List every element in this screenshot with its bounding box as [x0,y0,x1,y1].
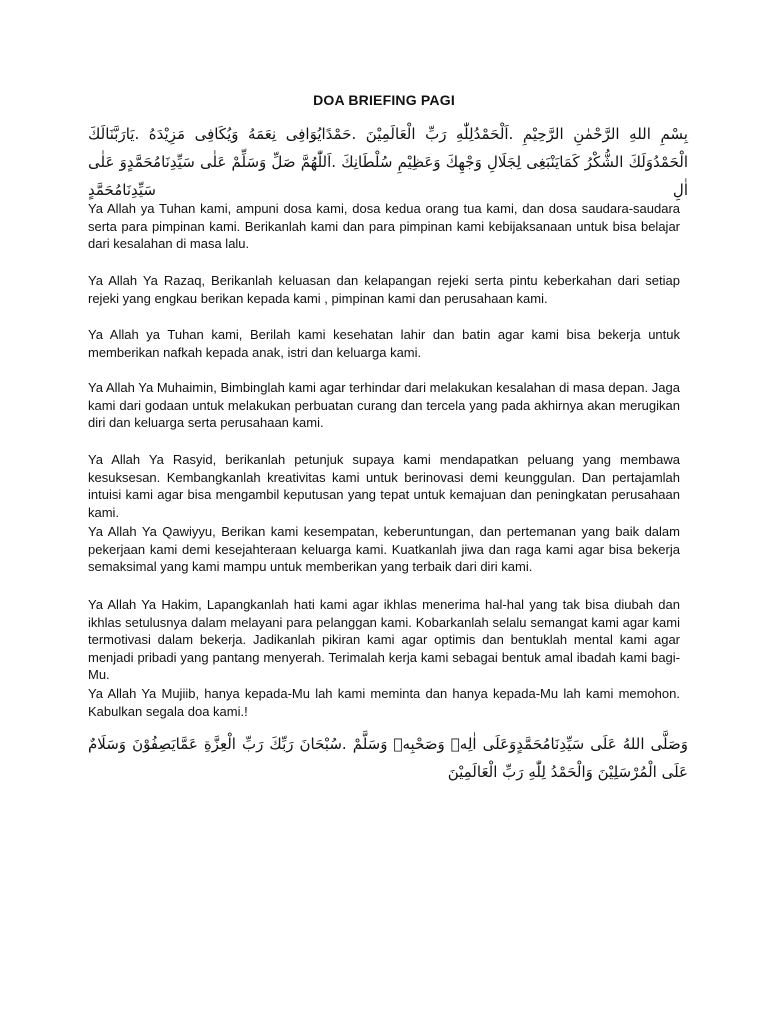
prayer-paragraph-6: Ya Allah Ya Qawiyyu, Berikan kami kesempatan, keberuntungan, dan pertemanan yang baik dalam pekerjaan kami demi kesejahteraan keluarga kami. Kuatkanlah jiwa dan raga kami agar bisa bekerja semaksimal yang kami mampu untuk memberikan yang terbaik dari diri kami. [88,524,680,574]
prayer-paragraph-2: Ya Allah Ya Razaq, Berikanlah keluasan dan kelapangan rejeki serta pintu keberkahan dari setiap rejeki yang engkau berikan kepada kami , pimpinan kami dan perusahaan kami. [88,273,680,306]
prayer-paragraph-5: Ya Allah Ya Rasyid, berikanlah petunjuk supaya kami mendapatkan peluang yang membawa kesuksesan. Kembangkanlah kreativitas kami untuk berinovasi demi keunggulan. Dan pertajamlah intuisi kami agar bisa mengambil keputusan yang tepat untuk kemajuan dan peningkatan perusahaan kami. [88,452,680,520]
prayer-paragraph-7: Ya Allah Ya Hakim, Lapangkanlah hati kami agar ikhlas menerima hal-hal yang tak bisa diubah dan ikhlas setulusnya dalam melayani para pelanggan kami. Kobarkanlah selalu semangat kami agar kami termotivasi dalam bekerja. Jadikanlah pikiran kami agar optimis dan bentuklah mental kami agar menjadi pribadi yang pantang menyerah. Terimalah kerja kami sebagai bentuk amal ibadah kami bagi-Mu. [88,597,680,682]
arabic-opening-prayer: بِسْمِ اللهِ الرَّحْمٰنِ الرَّحِيْمِ .اَلْحَمْدُلِلّٰهِ رَبِّ الْعَالَمِيْنَ .حَمْدًايُوَافِى نِعَمَهُ وَيُكَافِى مَزِيْدَهُ .يَارَبَّنَالَكَ الْحَمْدُوَلَكَ الشُّكْرُ كَمَايَنْبَغِى لِجَلَالِ وَجْهِكَ وَعَظِيْمِ سُلْطَانِكَ .اَللّٰهُمَّ صَلِّ وَسَلِّمْ عَلٰى سَيِّدِنَامُحَمَّدٍوَ عَلٰى اٰلِ سَيِّدِنَامُحَمَّدٍ [88,125,688,199]
document-title: DOA BRIEFING PAGI [313,92,455,108]
prayer-paragraph-1: Ya Allah ya Tuhan kami, ampuni dosa kami, dosa kedua orang tua kami, dan dosa saudara-saudara serta para pimpinan kami. Berikanlah kami dan para pimpinan kami kebijaksanaan untuk bisa belajar dari kesalahan di masa lalu. [88,201,680,251]
prayer-paragraph-4: Ya Allah Ya Muhaimin, Bimbinglah kami agar terhindar dari melakukan kesalahan di masa depan. Jaga kami dari godaan untuk melakukan perbuatan curang dan tercela yang pada akhirnya akan merugikan diri dan keluarga serta perusahaan kami. [88,380,680,430]
arabic-closing-prayer: وَصَلَّى اللهُ عَلَى سَيِّدِنَامُحَمَّدٍوَعَلَى اٰلِهٖ وَصَحْبِهٖ وَسَلَّمْ .سُبْحَانَ رَبِّكَ رَبِّ الْعِزَّةِ عَمَّايَصِفُوْنَ وَسَلَامٌ عَلَى الْمُرْسَلِيْنَ وَالْحَمْدُ لِلّٰهِ رَبِّ الْعَالَمِيْنَ [88,735,688,781]
prayer-paragraph-8: Ya Allah Ya Mujiib, hanya kepada-Mu lah kami meminta dan hanya kepada-Mu lah kami memohon. Kabulkan segala doa kami.! [88,686,680,719]
prayer-paragraph-3: Ya Allah ya Tuhan kami, Berilah kami kesehatan lahir dan batin agar kami bisa bekerja untuk memberikan nafkah kepada anak, istri dan keluarga kami. [88,327,680,360]
